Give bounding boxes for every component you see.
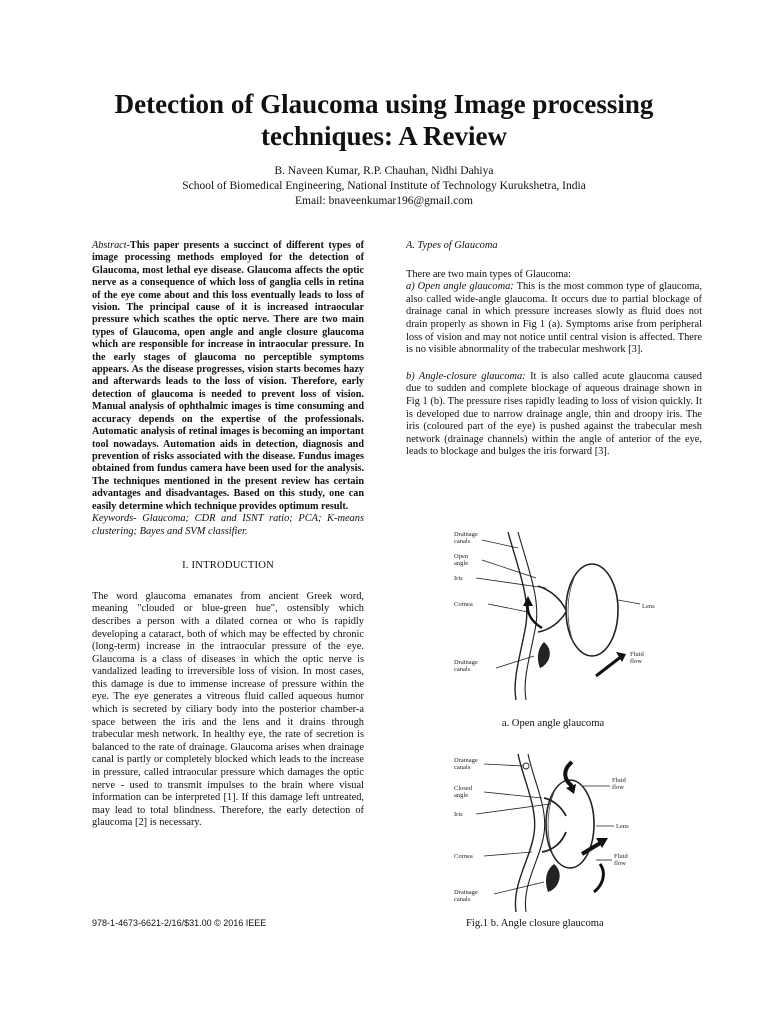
keywords: Keywords- Glaucoma; CDR and ISNT ratio; PCA; K-means clustering; Bayes and SVM classifier. bbox=[92, 512, 364, 537]
abstract-lead: Abstract- bbox=[92, 240, 130, 251]
label-drainage-canals-2: Drainage bbox=[454, 889, 478, 896]
figure-open-angle-glaucoma bbox=[446, 528, 678, 700]
abstract bbox=[92, 240, 364, 513]
svg-text:canals: canals bbox=[454, 896, 471, 903]
svg-text:angle: angle bbox=[454, 792, 469, 799]
abstract-body: This paper presents a succinct of different types of image processing methods employed for the detection of Glaucoma, most lethal eye disease. Glaucoma affects the optic nerve as a consequence of which loss of ganglia cells in retina of the eye come about and this loss eventually leads to loss of vision. The principal cause of it is increased intraocular pressure which scathes the optic nerve. There are two main types of Glaucoma, open angle and angle closure glaucoma which are responsible for increase in intraocular pressure. In the early stages of glaucoma no perceptible symptoms appears. As the disease progresses, vision starts becomes hazy and afterwards leads to the loss of vision. Therefore, early detection of glaucoma is needed to prevent loss of vision. Manual analysis of ophthalmic images is time consuming and accuracy depends on the expertise of the professionals. Automatic analysis of retinal images is becoming an important tool nowadays. Automation aids in detection, diagnosis and prevention of risks associated with the disease. Fundus images obtained from fundus camera have been used for the analysis. The techniques mentioned in the present review has certain advantages and disadvantages. Based on this study, one can easily determine which technique provides optimum result. bbox=[92, 240, 364, 512]
section-heading-introduction: I. INTRODUCTION bbox=[182, 560, 274, 572]
sclera-outline bbox=[525, 754, 544, 912]
label-drainage-canals-2: Drainage bbox=[454, 659, 478, 666]
types-intro: There are two main types of Glaucoma: bbox=[406, 268, 572, 280]
label-lens: Lens bbox=[642, 603, 655, 610]
label-drainage-canals: Drainage bbox=[454, 531, 478, 538]
label-fluid-flow-1: Fluid bbox=[612, 777, 626, 784]
label-closed-angle: Closed bbox=[454, 785, 473, 792]
svg-text:canals: canals bbox=[454, 666, 471, 673]
svg-text:canals: canals bbox=[454, 538, 471, 545]
fluid-flow-arrow-top bbox=[565, 762, 572, 786]
angle-closure-label: b) Angle-closure glaucoma: bbox=[406, 370, 526, 382]
label-fluid-flow: Fluid bbox=[630, 651, 644, 658]
label-open-angle: Open bbox=[454, 553, 469, 560]
email: Email: bnaveenkumar196@gmail.com bbox=[295, 195, 473, 207]
introduction-text: The word glaucoma emanates from ancient Greek word, meaning "clouded or blue-green hue", ostensibly which describes a person with a dilated cornea or who is rapidly developing a cataract, both of which may be effected by chronic (long-term) increase in the intraocular pressure of the eye. Glaucoma is a class of diseases in which the optic nerve is vandalized leading to irreversible loss of vision. In most cases, this damage is due to immense increase of pressure within the eye. The eye generates a vitreous fluid called aqueous humor which is secreted by ciliary body into the posterior chamber-a space between the iris and the lens and it drains through trabecular mesh network. In healthy eye, the rate of secretion is balanced to the rate of drainage. Glaucoma arises when drainage canal is partly or completely blocked which leads to the increase in pressure, called intraocular pressure which damages the optic nerve - used to transmit impulses to the brain where visual information can be interpreted [1]. If this damage left untreated, may lead to total blindness. Therefore, the early detection of glaucoma [2] is necessary. bbox=[92, 590, 364, 829]
figure-b-caption: Fig.1 b. Angle closure glaucoma bbox=[466, 918, 604, 929]
ciliary-body bbox=[546, 864, 560, 892]
angle-closure-text: It is also called acute glaucoma caused due to sudden and complete blockage of aqueous drainage shown in Fig 1 (b). The pressure rises rapidly leading to loss of vision quickly. It is developed due to narrow drainage angle, thin and droopy iris. The iris (coloured part of the eye) is pushed against the trabecular mesh network (drainage channels) within the angle of anterior of the eye, leads to blockage and bulges the iris forward [3]. bbox=[406, 370, 702, 458]
ciliary-body bbox=[538, 642, 550, 668]
figure-a-caption: a. Open angle glaucoma bbox=[501, 718, 605, 729]
right-column bbox=[406, 240, 702, 459]
svg-text:flow: flow bbox=[612, 784, 624, 791]
iris-shape bbox=[538, 586, 566, 610]
subsection-heading-types: A. Types of Glaucoma bbox=[406, 240, 498, 251]
angle-closure-paragraph bbox=[406, 371, 702, 459]
open-angle-text: This is the most common type of glaucoma, also called wide-angle glaucoma. It occurs due to partial blockage of drainage canal in which pressure increases slowly as fluid does not drain properly as shown in Fig 1 (a). Symptoms arise from peripheral loss of vision and may not notice until central vision is affected. There is no visible abnormality of the trabecular meshwork [3]. bbox=[406, 281, 702, 356]
label-cornea: Cornea bbox=[454, 853, 473, 860]
author-names: B. Naveen Kumar, R.P. Chauhan, Nidhi Dahiya bbox=[274, 165, 494, 177]
fluid-flow-arrow bbox=[596, 656, 622, 676]
label-lens: Lens bbox=[616, 823, 629, 830]
figure-angle-closure-glaucoma bbox=[446, 752, 678, 912]
cornea-outline bbox=[508, 532, 527, 700]
left-column bbox=[92, 240, 364, 830]
svg-text:canals: canals bbox=[454, 764, 471, 771]
paper-title: Detection of Glaucoma using Image processing techniques: A Review bbox=[114, 89, 654, 151]
svg-text:flow: flow bbox=[630, 658, 642, 665]
lens-shape bbox=[566, 564, 618, 656]
open-angle-label: a) Open angle glaucoma: bbox=[406, 281, 514, 293]
svg-text:flow: flow bbox=[614, 860, 626, 867]
label-cornea: Cornea bbox=[454, 601, 473, 608]
label-fluid-flow-2: Fluid bbox=[614, 853, 628, 860]
open-angle-paragraph bbox=[406, 281, 702, 357]
affiliation: School of Biomedical Engineering, National Institute of Technology Kurukshetra, India bbox=[182, 180, 586, 192]
copyright-footer: 978-1-4673-6621-2/16/$31.00 © 2016 IEEE bbox=[92, 918, 267, 928]
author-block bbox=[60, 164, 708, 209]
label-iris: Iris bbox=[454, 575, 463, 582]
svg-text:angle: angle bbox=[454, 560, 469, 567]
label-drainage-canals: Drainage bbox=[454, 757, 478, 764]
label-iris: Iris bbox=[454, 811, 463, 818]
